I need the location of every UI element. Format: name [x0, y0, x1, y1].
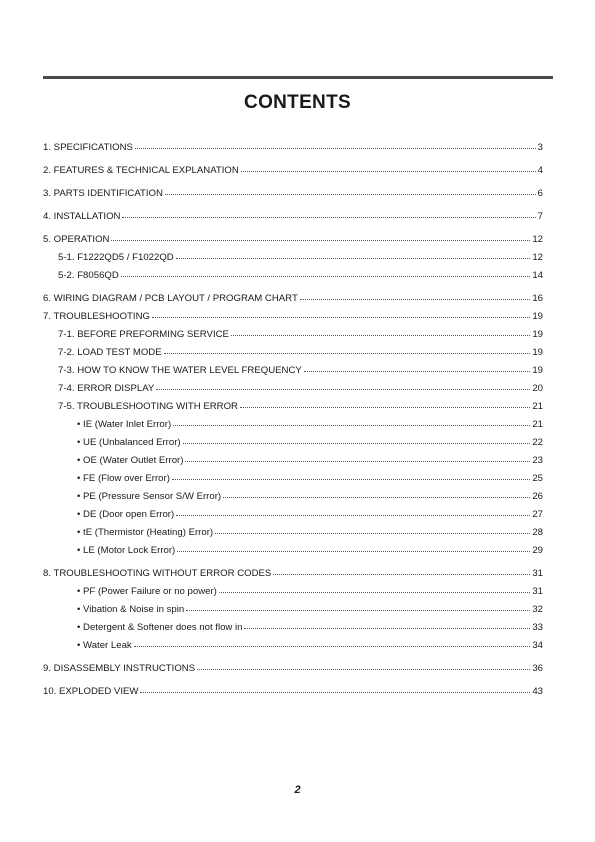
toc-entry-page: 19 — [532, 347, 543, 358]
dot-leader — [111, 232, 530, 241]
toc-entry-page: 26 — [532, 491, 543, 502]
toc-entry-page: 36 — [532, 663, 543, 674]
toc-entry-page: 32 — [532, 604, 543, 615]
dot-leader — [156, 381, 530, 390]
toc-entry-text: 7-5. TROUBLESHOOTING WITH ERROR — [58, 401, 238, 412]
toc-entry[interactable] — [58, 269, 543, 282]
toc-entry[interactable] — [58, 328, 543, 341]
dot-leader — [219, 584, 530, 593]
dot-leader — [215, 525, 530, 534]
toc-entry-page: 14 — [532, 270, 543, 281]
toc-entry[interactable] — [43, 685, 543, 698]
toc-entry[interactable] — [77, 454, 543, 467]
toc-entry-text: • Vibation & Noise in spin — [77, 604, 185, 615]
dot-leader — [231, 327, 530, 336]
toc-entry-text: 1. SPECIFICATIONS — [43, 142, 133, 153]
dot-leader — [223, 489, 530, 498]
toc-entry-page: 19 — [532, 311, 543, 322]
toc-entry[interactable] — [77, 585, 543, 598]
toc-entry-text: 5-1. F1222QD5 / F1022QD — [58, 252, 174, 263]
dot-leader — [172, 471, 530, 480]
toc-entry-text: • UE (Unbalanced Error) — [77, 437, 181, 448]
toc-entry-page: 25 — [532, 473, 543, 484]
toc-entry[interactable] — [58, 400, 543, 413]
dot-leader — [185, 453, 530, 462]
dot-leader — [173, 417, 530, 426]
toc-entry-page: 6 — [537, 188, 543, 199]
toc-entry-text: • OE (Water Outlet Error) — [77, 455, 184, 466]
toc-entry-text: 10. EXPLODED VIEW — [43, 686, 139, 697]
toc-entry-page: 16 — [532, 293, 543, 304]
dot-leader — [134, 638, 531, 647]
toc-entry[interactable] — [77, 544, 543, 557]
toc-entry-text: • Detergent & Softener does not flow in — [77, 622, 243, 633]
page-number: 2 — [294, 784, 301, 796]
toc-entry-text: • tE (Thermistor (Heating) Error) — [77, 527, 214, 538]
toc-entry-page: 28 — [532, 527, 543, 538]
toc-entry-text: • Water Leak — [77, 640, 132, 651]
toc-entry-page: 34 — [532, 640, 543, 651]
dot-leader — [165, 186, 536, 195]
toc-entry[interactable] — [77, 436, 543, 449]
toc-entry-text: 8. TROUBLESHOOTING WITHOUT ERROR CODES — [43, 568, 272, 579]
toc-entry-text: • IE (Water Inlet Error) — [77, 419, 172, 430]
dot-leader — [122, 209, 535, 218]
dot-leader — [121, 268, 531, 277]
toc-entry[interactable] — [43, 210, 543, 223]
dot-leader — [186, 602, 530, 611]
toc-entry-text: • PE (Pressure Sensor S/W Error) — [77, 491, 222, 502]
toc-entry-page: 21 — [532, 419, 543, 430]
toc-entry[interactable] — [43, 292, 543, 305]
toc-entry[interactable] — [43, 233, 543, 246]
toc-entry-page: 43 — [532, 686, 543, 697]
toc-entry-page: 22 — [532, 437, 543, 448]
toc-entry-text: 5-2. F8056QD — [58, 270, 119, 281]
dot-leader — [176, 507, 530, 516]
toc-entry[interactable] — [77, 490, 543, 503]
toc-entry-page: 4 — [537, 165, 543, 176]
toc-entry-page: 12 — [532, 234, 543, 245]
toc-entry-page: 27 — [532, 509, 543, 520]
toc-entry[interactable] — [77, 418, 543, 431]
toc-entry-text: 3. PARTS IDENTIFICATION — [43, 188, 163, 199]
toc-entry[interactable] — [43, 141, 543, 154]
toc-entry-page: 3 — [537, 142, 543, 153]
toc-entry[interactable] — [58, 251, 543, 264]
toc-entry-text: 2. FEATURES & TECHNICAL EXPLANATION — [43, 165, 239, 176]
dot-leader — [304, 363, 531, 372]
toc-entry-page: 31 — [532, 586, 543, 597]
toc-entry[interactable] — [77, 639, 543, 652]
toc-entry[interactable] — [58, 346, 543, 359]
toc-entry-page: 7 — [537, 211, 543, 222]
toc-entry[interactable] — [43, 187, 543, 200]
dot-leader — [273, 566, 530, 575]
toc-entry-page: 33 — [532, 622, 543, 633]
dot-leader — [244, 620, 530, 629]
toc-entry-text: • PF (Power Failure or no power) — [77, 586, 217, 597]
toc-entry-page: 19 — [532, 329, 543, 340]
toc-entry-text: • DE (Door open Error) — [77, 509, 175, 520]
dot-leader — [135, 140, 536, 149]
toc-entry[interactable] — [77, 526, 543, 539]
toc-entry-page: 31 — [532, 568, 543, 579]
toc-entry-text: 6. WIRING DIAGRAM / PCB LAYOUT / PROGRAM CHART — [43, 293, 298, 304]
toc-entry-page: 20 — [532, 383, 543, 394]
toc-entry-page: 23 — [532, 455, 543, 466]
dot-leader — [197, 661, 530, 670]
toc-entry-page: 12 — [532, 252, 543, 263]
toc-entry-text: • LE (Motor Lock Error) — [77, 545, 176, 556]
dot-leader — [152, 309, 530, 318]
dot-leader — [176, 250, 531, 259]
page-title: CONTENTS — [244, 92, 351, 113]
dot-leader — [183, 435, 531, 444]
toc-entry[interactable] — [58, 382, 543, 395]
toc-entry-text: 4. INSTALLATION — [43, 211, 121, 222]
toc-entry[interactable] — [77, 508, 543, 521]
toc-entry-text: 5. OPERATION — [43, 234, 110, 245]
dot-leader — [140, 684, 530, 693]
toc-entry[interactable] — [58, 364, 543, 377]
toc-entry[interactable] — [43, 567, 543, 580]
toc-entry-text: 9. DISASSEMBLY INSTRUCTIONS — [43, 663, 196, 674]
toc-entry-text: 7-3. HOW TO KNOW THE WATER LEVEL FREQUENCY — [58, 365, 302, 376]
toc-entry[interactable] — [43, 164, 543, 177]
toc-entry-text: 7. TROUBLESHOOTING — [43, 311, 150, 322]
toc-entry-text: • FE (Flow over Error) — [77, 473, 170, 484]
toc-entry[interactable] — [77, 603, 543, 616]
toc-entry-text: 7-1. BEFORE PREFORMING SERVICE — [58, 329, 229, 340]
toc-entry-text: 7-4. ERROR DISPLAY — [58, 383, 155, 394]
dot-leader — [300, 291, 531, 300]
toc-entry-page: 21 — [532, 401, 543, 412]
dot-leader — [164, 345, 531, 354]
dot-leader — [241, 163, 536, 172]
toc-entry-text: 7-2. LOAD TEST MODE — [58, 347, 162, 358]
toc-entry-page: 19 — [532, 365, 543, 376]
toc-entry[interactable] — [77, 621, 543, 634]
toc-entry[interactable] — [43, 662, 543, 675]
dot-leader — [177, 543, 530, 552]
dot-leader — [240, 399, 530, 408]
toc-entry[interactable] — [77, 472, 543, 485]
toc-entry[interactable] — [43, 310, 543, 323]
toc-entry-page: 29 — [532, 545, 543, 556]
